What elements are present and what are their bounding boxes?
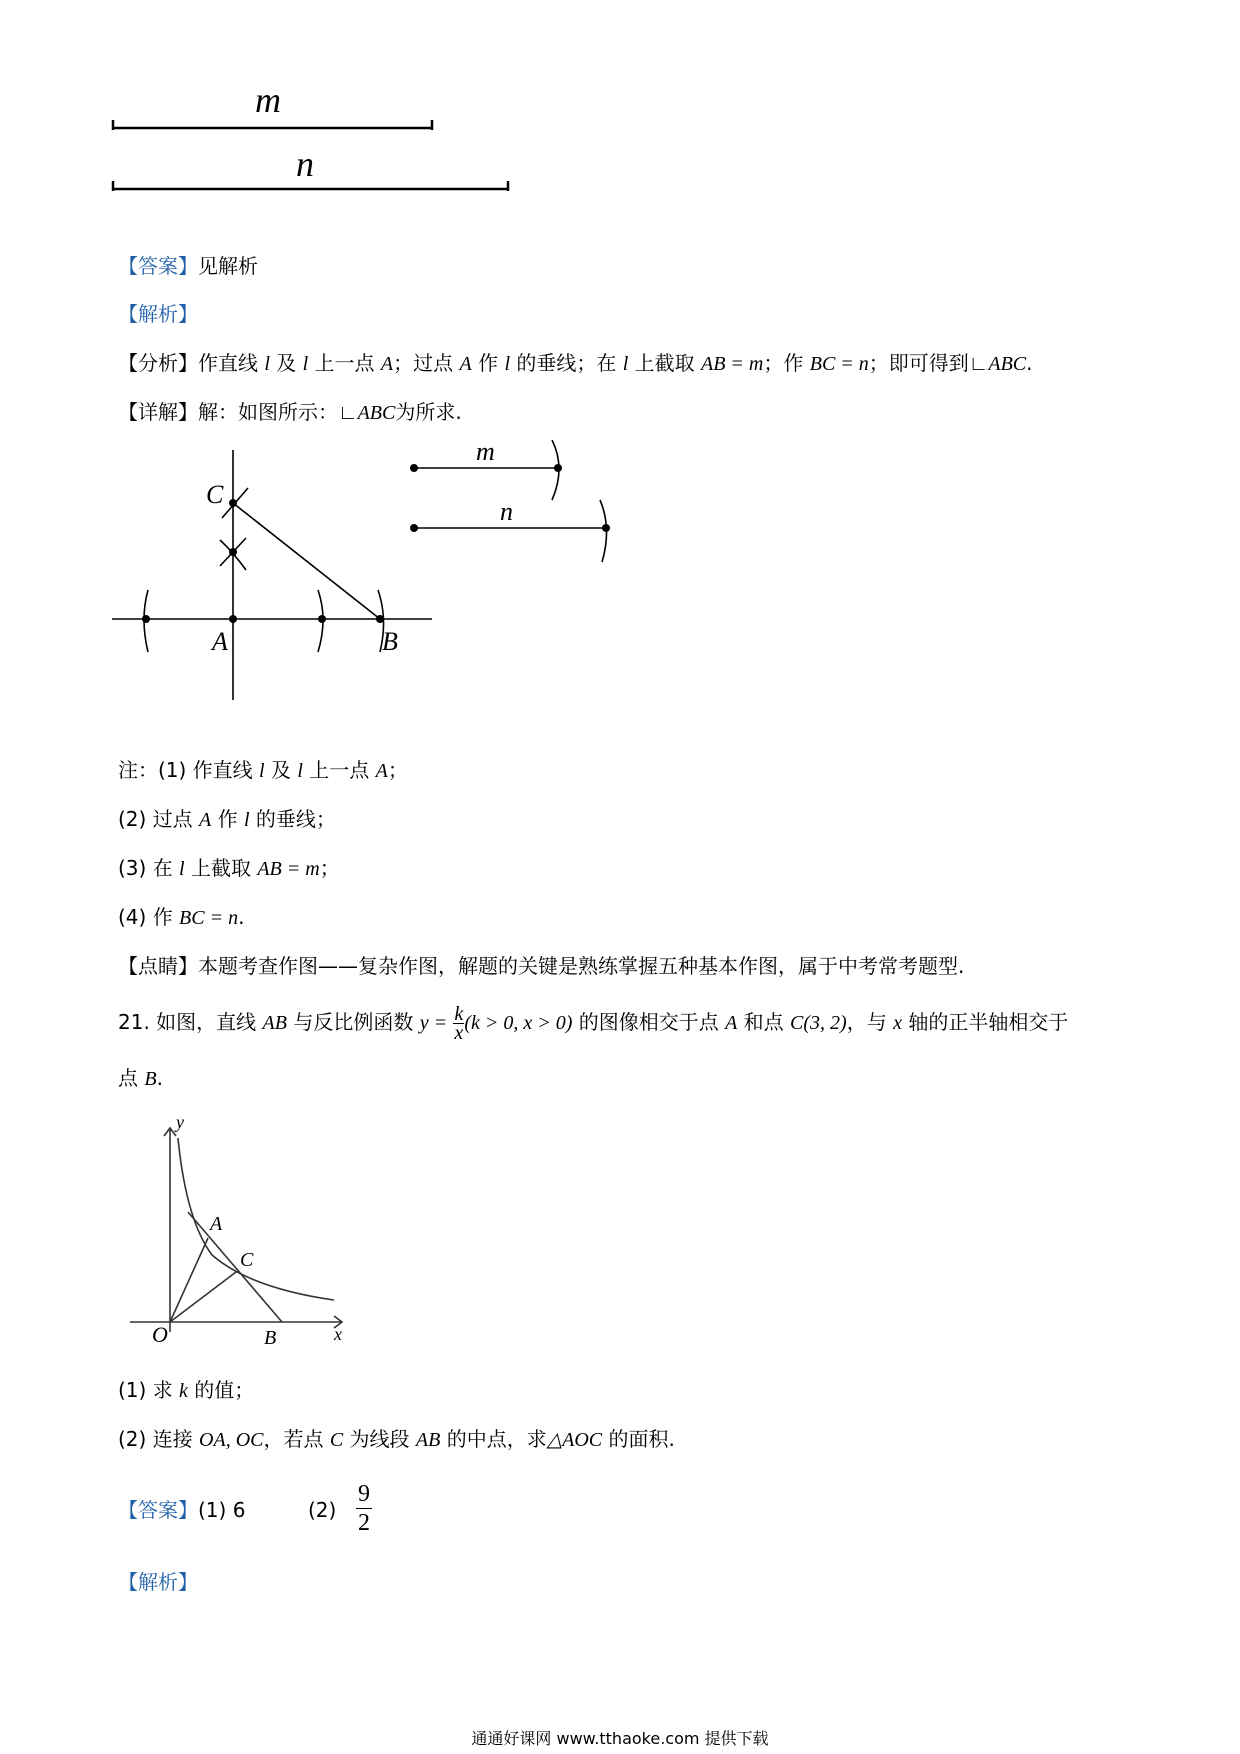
label-m: m xyxy=(255,80,281,120)
point-b xyxy=(376,615,384,623)
graph-label-x: x xyxy=(334,1324,342,1344)
label-m-copy: m xyxy=(476,440,495,466)
segment-oc xyxy=(170,1272,236,1322)
point-right xyxy=(318,615,326,623)
analysis-heading-1 xyxy=(118,300,198,328)
label-n-copy: n xyxy=(500,497,513,526)
label-n: n xyxy=(296,144,314,184)
analysis-tag-2: 【解析】 xyxy=(118,1570,198,1594)
analysis-heading-2 xyxy=(118,1568,198,1596)
note-3: (3) 在 l 上截取 AB = m； xyxy=(118,856,340,880)
answer-line-1 xyxy=(118,252,258,280)
hyperbola-curve xyxy=(178,1138,334,1300)
graph-label-c: C xyxy=(240,1249,254,1271)
graph-label-o: O xyxy=(152,1322,168,1347)
q21-number: 21. xyxy=(118,1010,150,1034)
subq-1: (1) 求 k 的值； xyxy=(118,1378,255,1402)
dianjing-line: 【点睛】本题考查作图——复杂作图，解题的关键是熟练掌握五种基本作图，属于中考常考题型. xyxy=(118,954,965,978)
graph-label-y: y xyxy=(176,1112,184,1132)
point-mid xyxy=(229,548,237,556)
point-a xyxy=(229,615,237,623)
construction-diagram xyxy=(0,440,700,710)
answer-part-2-label: (2) xyxy=(308,1498,337,1522)
page-footer: 通通好课网 www.tthaoke.com 提供下载 xyxy=(471,1729,769,1748)
answer-tag: 【答案】 xyxy=(118,254,198,278)
point-left xyxy=(142,615,150,623)
line-ab xyxy=(188,1212,282,1322)
answer-line-2 xyxy=(118,1496,245,1524)
answer-text: 见解析 xyxy=(198,254,258,278)
note-1: 注：(1) 作直线 l 及 l 上一点 A； xyxy=(118,758,408,782)
answer-part-1: (1) 6 xyxy=(198,1498,246,1522)
graph-label-b: B xyxy=(264,1327,277,1349)
segments-figure xyxy=(0,0,1240,200)
note-2: (2) 过点 A 作 l 的垂线； xyxy=(118,807,336,831)
xiangjie-tag: 【详解】 xyxy=(118,400,198,424)
answer-tag-2: 【答案】 xyxy=(118,1498,198,1522)
dianjing-tag: 【点睛】 xyxy=(118,954,198,978)
segment-oa xyxy=(170,1238,208,1322)
label-c: C xyxy=(206,480,224,509)
fenxi-tag: 【分析】 xyxy=(118,351,198,375)
subq-2: (2) 连接 OA, OC，若点 C 为线段 AB 的中点，求△AOC 的面积. xyxy=(118,1427,675,1451)
q21-stem-line-2: 点 B. xyxy=(118,1066,163,1090)
q21-graph xyxy=(120,1110,360,1350)
q21-fraction: $\frac{k}{x}$ xyxy=(454,1003,464,1044)
xiangjie-line: 【详解】解：如图所示：∟ABC为所求. xyxy=(118,400,462,424)
analysis-tag: 【解析】 xyxy=(118,302,198,326)
label-a: A xyxy=(212,627,228,656)
fenxi-line: 【分析】作直线 l 及 l 上一点 A；过点 A 作 l 的垂线；在 l 上截取 AB = m；作 BC = n；即可得到∟ABC. xyxy=(118,351,1033,375)
label-b: B xyxy=(382,627,398,656)
segment-bc xyxy=(233,503,380,619)
graph-label-a: A xyxy=(210,1213,223,1235)
answer-part-2-fraction: 9 2 xyxy=(358,1481,370,1536)
note-4: (4) 作 BC = n. xyxy=(118,905,245,929)
point-c xyxy=(229,499,237,507)
q21-stem-line-1: 21. 如图，直线 AB 与反比例函数 y = $\frac{k}{x}$ (k > 0, x > 0) 的图像相交于点 A 和点 C(3, 2)，与 x 轴的正半轴相交于 xyxy=(118,1003,1069,1044)
